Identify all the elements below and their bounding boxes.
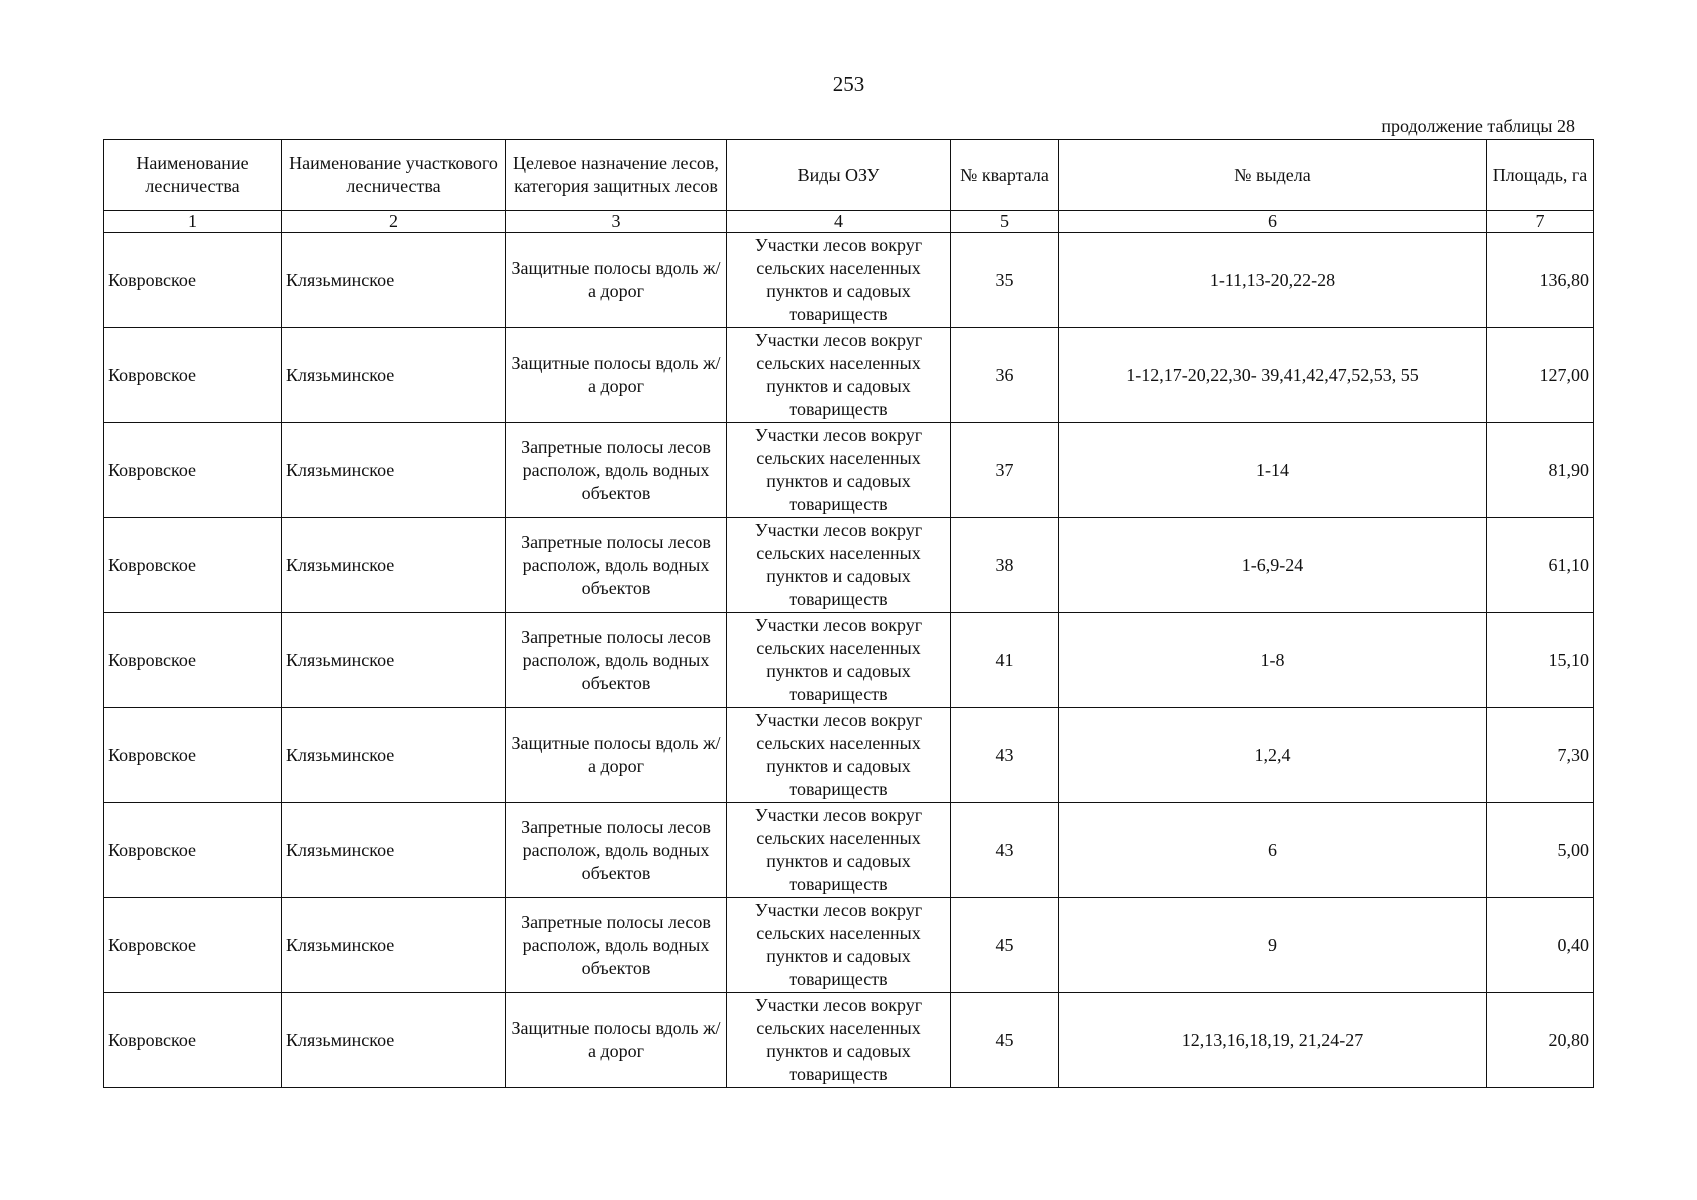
table-row — [104, 708, 1594, 803]
ozu-type-cell: Участки лесов вокруг сельских населенных пунктов и садовых товариществ — [727, 518, 951, 613]
forestry-cell: Ковровское — [104, 613, 282, 708]
quarter-cell: 35 — [951, 233, 1059, 328]
table-row — [104, 423, 1594, 518]
ozu-type-cell: Участки лесов вокруг сельских населенных пунктов и садовых товариществ — [727, 803, 951, 898]
district-forestry-cell: Клязьминское — [282, 803, 506, 898]
purpose-cell: Защитные полосы вдоль ж/а дорог — [506, 993, 727, 1088]
column-number-row — [104, 211, 1594, 233]
column-number: 3 — [506, 211, 727, 233]
quarter-cell: 37 — [951, 423, 1059, 518]
purpose-cell: Защитные полосы вдоль ж/а дорог — [506, 233, 727, 328]
allotment-cell: 1-6,9-24 — [1059, 518, 1487, 613]
data-table — [103, 139, 1594, 1088]
column-header: № квартала — [951, 140, 1059, 211]
forestry-cell: Ковровское — [104, 423, 282, 518]
allotment-cell: 9 — [1059, 898, 1487, 993]
column-header: № выдела — [1059, 140, 1487, 211]
allotment-cell: 1-8 — [1059, 613, 1487, 708]
purpose-cell: Запретные полосы лесов располож, вдоль водных объектов — [506, 803, 727, 898]
forestry-cell: Ковровское — [104, 803, 282, 898]
area-cell: 81,90 — [1487, 423, 1594, 518]
column-header: Виды ОЗУ — [727, 140, 951, 211]
area-cell: 7,30 — [1487, 708, 1594, 803]
quarter-cell: 36 — [951, 328, 1059, 423]
allotment-cell: 1,2,4 — [1059, 708, 1487, 803]
table-row — [104, 803, 1594, 898]
allotment-cell: 1-11,13-20,22-28 — [1059, 233, 1487, 328]
district-forestry-cell: Клязьминское — [282, 613, 506, 708]
column-number: 2 — [282, 211, 506, 233]
column-header: Наименование участкового лесничества — [282, 140, 506, 211]
area-cell: 61,10 — [1487, 518, 1594, 613]
area-cell: 20,80 — [1487, 993, 1594, 1088]
table-row — [104, 518, 1594, 613]
allotment-cell: 6 — [1059, 803, 1487, 898]
allotment-cell: 1-12,17-20,22,30- 39,41,42,47,52,53, 55 — [1059, 328, 1487, 423]
column-header: Наименование лесничества — [104, 140, 282, 211]
column-number: 1 — [104, 211, 282, 233]
area-cell: 15,10 — [1487, 613, 1594, 708]
allotment-cell: 12,13,16,18,19, 21,24-27 — [1059, 993, 1487, 1088]
ozu-type-cell: Участки лесов вокруг сельских населенных пунктов и садовых товариществ — [727, 898, 951, 993]
district-forestry-cell: Клязьминское — [282, 898, 506, 993]
forestry-cell: Ковровское — [104, 993, 282, 1088]
district-forestry-cell: Клязьминское — [282, 993, 506, 1088]
ozu-type-cell: Участки лесов вокруг сельских населенных пунктов и садовых товариществ — [727, 993, 951, 1088]
quarter-cell: 38 — [951, 518, 1059, 613]
forestry-cell: Ковровское — [104, 328, 282, 423]
column-number: 4 — [727, 211, 951, 233]
ozu-type-cell: Участки лесов вокруг сельских населенных пунктов и садовых товариществ — [727, 233, 951, 328]
ozu-type-cell: Участки лесов вокруг сельских населенных пунктов и садовых товариществ — [727, 423, 951, 518]
purpose-cell: Защитные полосы вдоль ж/а дорог — [506, 328, 727, 423]
forestry-cell: Ковровское — [104, 518, 282, 613]
quarter-cell: 43 — [951, 708, 1059, 803]
purpose-cell: Запретные полосы лесов располож, вдоль водных объектов — [506, 518, 727, 613]
column-number: 5 — [951, 211, 1059, 233]
column-number: 7 — [1487, 211, 1594, 233]
quarter-cell: 41 — [951, 613, 1059, 708]
forestry-cell: Ковровское — [104, 708, 282, 803]
allotment-cell: 1-14 — [1059, 423, 1487, 518]
table-row — [104, 613, 1594, 708]
ozu-type-cell: Участки лесов вокруг сельских населенных пунктов и садовых товариществ — [727, 708, 951, 803]
quarter-cell: 45 — [951, 993, 1059, 1088]
column-header: Целевое назначение лесов, категория защитных лесов — [506, 140, 727, 211]
table-caption: продолжение таблицы 28 — [1381, 116, 1575, 136]
purpose-cell: Запретные полосы лесов располож, вдоль водных объектов — [506, 613, 727, 708]
district-forestry-cell: Клязьминское — [282, 233, 506, 328]
forestry-cell: Ковровское — [104, 233, 282, 328]
table-row — [104, 898, 1594, 993]
column-header: Площадь, га — [1487, 140, 1594, 211]
area-cell: 127,00 — [1487, 328, 1594, 423]
purpose-cell: Запретные полосы лесов располож, вдоль водных объектов — [506, 898, 727, 993]
ozu-type-cell: Участки лесов вокруг сельских населенных пунктов и садовых товариществ — [727, 328, 951, 423]
district-forestry-cell: Клязьминское — [282, 518, 506, 613]
district-forestry-cell: Клязьминское — [282, 328, 506, 423]
quarter-cell: 43 — [951, 803, 1059, 898]
forestry-cell: Ковровское — [104, 898, 282, 993]
purpose-cell: Защитные полосы вдоль ж/а дорог — [506, 708, 727, 803]
table-row — [104, 328, 1594, 423]
header-row — [104, 140, 1594, 211]
quarter-cell: 45 — [951, 898, 1059, 993]
district-forestry-cell: Клязьминское — [282, 423, 506, 518]
column-number: 6 — [1059, 211, 1487, 233]
table-row — [104, 993, 1594, 1088]
area-cell: 5,00 — [1487, 803, 1594, 898]
area-cell: 136,80 — [1487, 233, 1594, 328]
area-cell: 0,40 — [1487, 898, 1594, 993]
page-number: 253 — [832, 72, 865, 96]
purpose-cell: Запретные полосы лесов располож, вдоль водных объектов — [506, 423, 727, 518]
district-forestry-cell: Клязьминское — [282, 708, 506, 803]
ozu-type-cell: Участки лесов вокруг сельских населенных пунктов и садовых товариществ — [727, 613, 951, 708]
table-row — [104, 233, 1594, 328]
